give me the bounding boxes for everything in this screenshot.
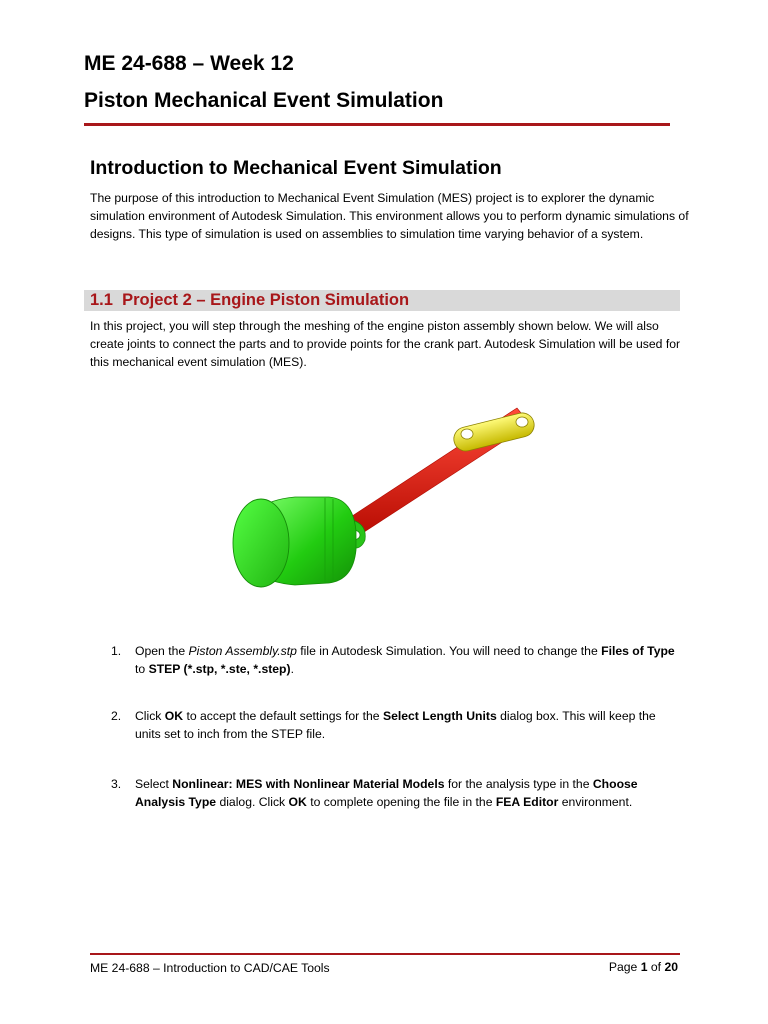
section-paragraph: In this project, you will step through the meshing of the engine piston assembly shown below. We will also create joints to connect the parts and to provide points for the crank part. Autodesk Simulation will be used for this mechanical event simulation (MES). bbox=[90, 319, 681, 369]
list-item: 1. Open the Piston Assembly.stp file in Autodesk Simulation. You will need to change the Files of Type to STEP (*.stp, *.ste, *.step). bbox=[111, 644, 675, 676]
piston-assembly-figure bbox=[225, 400, 545, 610]
section-heading bbox=[90, 291, 409, 310]
section-number: 1.1 bbox=[90, 291, 113, 309]
header-divider bbox=[84, 123, 670, 126]
intro-paragraph: The purpose of this introduction to Mechanical Event Simulation (MES) project is to explorer the dynamic simulation environment of Autodesk Simulation. This environment allows you to perform dynamic simulations of designs. This type of simulation is used on assemblies to simulation time varying behavior of a system. bbox=[90, 191, 689, 241]
footer-divider bbox=[90, 953, 680, 955]
list-item: 2. Click OK to accept the default settings for the Select Length Units dialog box. This will keep the units set to inch from the STEP file. bbox=[111, 709, 656, 741]
piston bbox=[233, 497, 356, 587]
section-title: Project 2 – Engine Piston Simulation bbox=[122, 291, 410, 309]
page-number: Page 1 of 20 bbox=[608, 960, 678, 974]
document-title-topic: Piston Mechanical Event Simulation bbox=[84, 89, 444, 112]
intro-heading: Introduction to Mechanical Event Simulation bbox=[90, 157, 502, 179]
footer-course-title: ME 24-688 – Introduction to CAD/CAE Tools bbox=[90, 961, 330, 975]
document-title-course: ME 24-688 – Week 12 bbox=[84, 52, 294, 75]
list-item: 3. Select Nonlinear: MES with Nonlinear Material Models for the analysis type in the Choose Analysis Type dialog. Click OK to complete opening the file in the FEA Editor environment. bbox=[111, 777, 638, 809]
file-name: Piston Assembly.stp bbox=[188, 644, 297, 658]
